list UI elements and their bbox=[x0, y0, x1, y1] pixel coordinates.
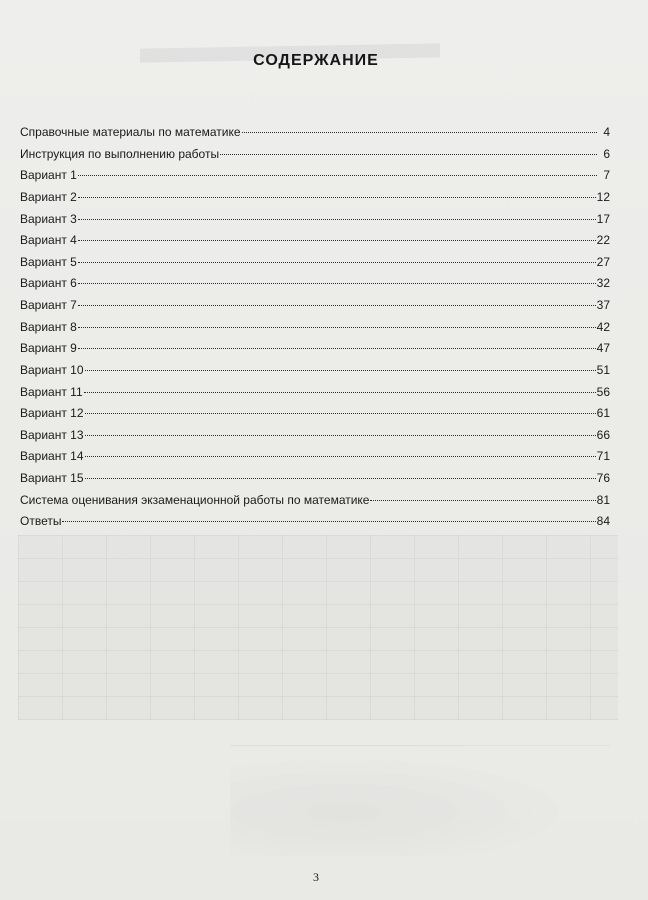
toc-entry[interactable] bbox=[20, 252, 610, 274]
toc-entry-page: 47 bbox=[596, 341, 610, 356]
toc-entry-page: 56 bbox=[596, 384, 610, 399]
dot-leader bbox=[78, 239, 596, 241]
toc-entry-page: 37 bbox=[596, 298, 610, 312]
dot-leader bbox=[78, 347, 596, 349]
toc-entry-page: 7 bbox=[603, 168, 610, 183]
toc-entry-page: 27 bbox=[596, 254, 610, 269]
toc-entry-page: 76 bbox=[596, 471, 610, 485]
dot-leader bbox=[78, 261, 596, 263]
toc-entry[interactable] bbox=[20, 187, 610, 209]
dot-leader bbox=[370, 499, 595, 501]
dot-leader bbox=[78, 196, 596, 198]
toc-entry-title: Вариант 4 bbox=[20, 233, 77, 248]
toc-entry-title: Вариант 10 bbox=[20, 362, 84, 377]
toc-entry-title: Вариант 1 bbox=[20, 168, 77, 183]
dot-leader bbox=[78, 326, 596, 328]
toc-entry-title: Инструкция по выполнению работы bbox=[20, 146, 220, 161]
toc-entry-title: Вариант 7 bbox=[20, 298, 77, 312]
toc-entry[interactable] bbox=[20, 425, 610, 447]
dot-leader bbox=[85, 477, 596, 479]
toc-entry-title: Вариант 6 bbox=[20, 276, 77, 291]
dot-leader bbox=[85, 455, 596, 457]
toc-entry-page: 42 bbox=[596, 319, 610, 334]
dot-leader bbox=[85, 434, 596, 436]
toc-entry-page: 81 bbox=[596, 492, 610, 507]
toc-entry[interactable] bbox=[20, 295, 610, 317]
toc-entry[interactable] bbox=[20, 403, 610, 425]
dot-leader bbox=[220, 153, 597, 155]
toc-entry-page: 51 bbox=[596, 362, 610, 377]
dot-leader bbox=[85, 369, 596, 371]
show-through-figures bbox=[230, 745, 610, 856]
dot-leader bbox=[78, 174, 597, 176]
dot-leader bbox=[78, 218, 596, 220]
toc-entry-title: Вариант 2 bbox=[20, 189, 77, 204]
toc-entry-title: Ответы bbox=[20, 514, 62, 529]
toc-entry-page: 12 bbox=[596, 189, 610, 204]
toc-entry[interactable] bbox=[20, 360, 610, 382]
dot-leader bbox=[78, 304, 596, 306]
toc-entry[interactable] bbox=[20, 273, 610, 295]
toc-entry-page: 71 bbox=[596, 449, 610, 464]
toc-entry-title: Справочные материалы по математике bbox=[20, 125, 241, 139]
toc-entry-page: 61 bbox=[596, 406, 610, 421]
toc-entry[interactable] bbox=[20, 490, 610, 512]
page-title: СОДЕРЖАНИЕ bbox=[253, 52, 379, 69]
toc-entry-title: Вариант 3 bbox=[20, 211, 77, 226]
toc-entry-title: Вариант 14 bbox=[20, 449, 84, 464]
toc-entry-title: Вариант 8 bbox=[20, 319, 77, 334]
dot-leader bbox=[85, 412, 596, 414]
toc-entry[interactable] bbox=[20, 209, 610, 231]
toc-entry-title: Вариант 12 bbox=[20, 406, 84, 421]
toc-entry[interactable] bbox=[20, 468, 610, 490]
toc-entry-page: 4 bbox=[603, 125, 610, 139]
toc-entry-page: 66 bbox=[596, 427, 610, 442]
toc-entry[interactable] bbox=[20, 317, 610, 339]
dot-leader bbox=[84, 391, 596, 393]
table-of-contents bbox=[20, 122, 610, 533]
toc-entry[interactable] bbox=[20, 144, 610, 166]
toc-entry-page: 6 bbox=[603, 146, 610, 161]
toc-entry[interactable] bbox=[20, 446, 610, 468]
toc-entry-title: Вариант 9 bbox=[20, 341, 77, 356]
dot-leader bbox=[78, 282, 596, 284]
toc-entry[interactable] bbox=[20, 511, 610, 533]
toc-entry-page: 22 bbox=[596, 233, 610, 248]
dot-leader bbox=[242, 131, 598, 133]
toc-entry[interactable] bbox=[20, 230, 610, 252]
toc-entry-title: Вариант 5 bbox=[20, 254, 77, 269]
show-through-table bbox=[18, 535, 618, 720]
toc-entry-page: 17 bbox=[596, 211, 610, 226]
toc-entry[interactable] bbox=[20, 338, 610, 360]
toc-entry[interactable] bbox=[20, 122, 610, 144]
dot-leader bbox=[62, 520, 595, 522]
toc-entry[interactable] bbox=[20, 382, 610, 404]
toc-entry-page: 32 bbox=[596, 276, 610, 291]
toc-entry-title: Вариант 11 bbox=[20, 384, 83, 399]
toc-entry-title: Вариант 13 bbox=[20, 427, 84, 442]
page-number: 3 bbox=[313, 870, 319, 884]
toc-entry-title: Система оценивания экзаменационной работы по математике bbox=[20, 492, 370, 507]
toc-entry-page: 84 bbox=[596, 514, 610, 529]
toc-entry-title: Вариант 15 bbox=[20, 471, 84, 485]
toc-entry[interactable] bbox=[20, 165, 610, 187]
